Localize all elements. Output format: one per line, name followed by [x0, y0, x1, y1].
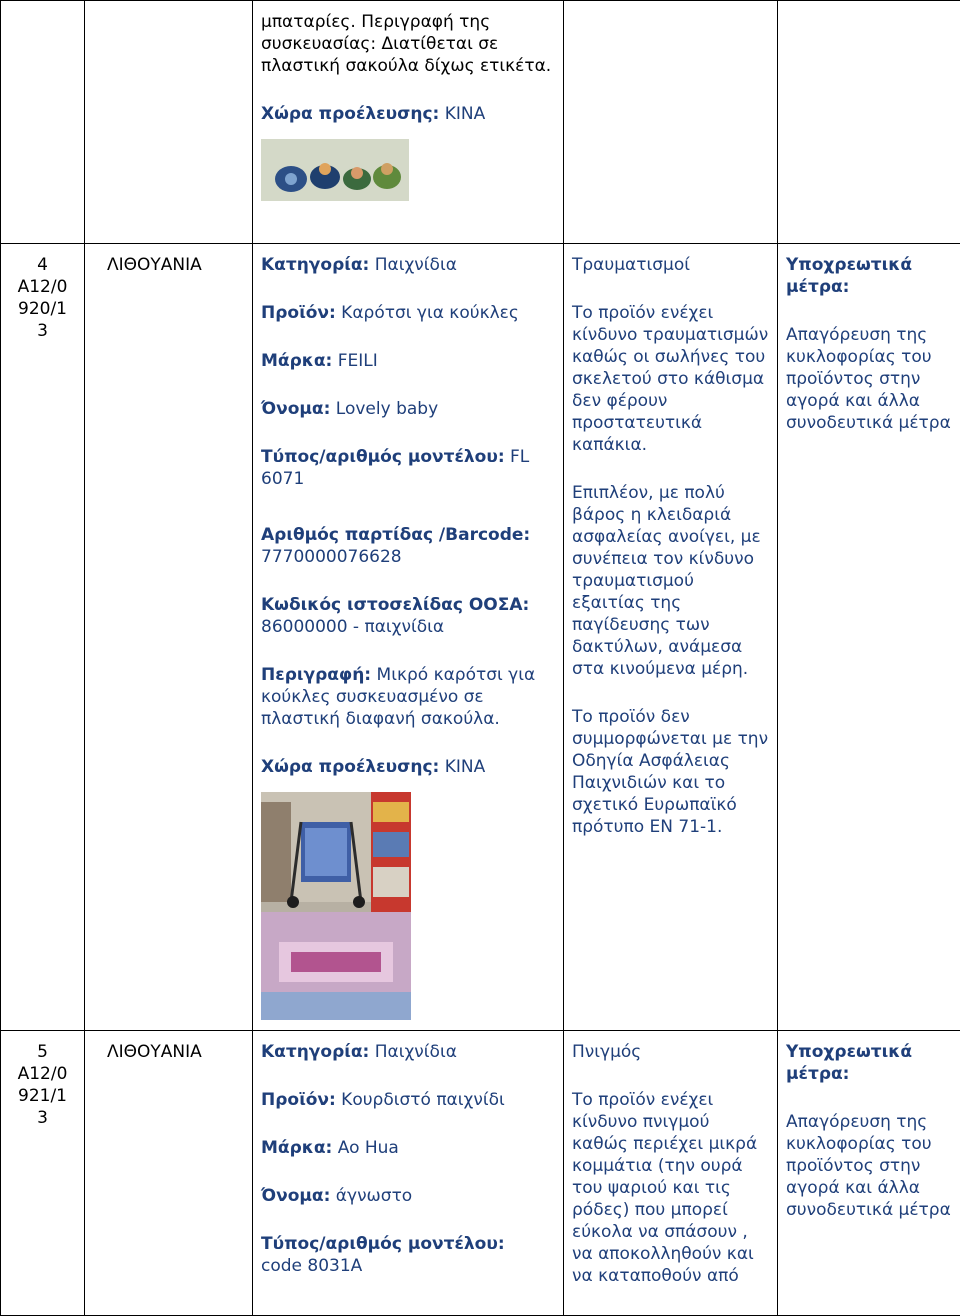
origin: Χώρα προέλευσης: ΚΙΝΑ: [261, 756, 555, 778]
brand: Μάρκα: Ao Hua: [261, 1137, 555, 1159]
ref-line-1: A12/0: [1, 276, 84, 298]
row-number: 5: [1, 1041, 84, 1063]
risk-description-3: Το προϊόν δεν συμμορφώνεται με την Οδηγία Ασφάλειας Παιχνιδιών και το σχετικό Ευρωπαϊκό πρότυπο EN 71-1.: [572, 706, 769, 838]
ref-line-1: A12/0: [1, 1063, 84, 1085]
risk-description-2: Επιπλέον, με πολύ βάρος η κλειδαριά ασφαλείας ανοίγει, με συνέπεια τον κίνδυνο τραυματισμού εξαιτίας της παγίδευσης των δακτύλων, ανάμεσα στα κινούμενα μέρη.: [572, 482, 769, 680]
brand: Μάρκα: FEILI: [261, 350, 555, 372]
country-cell: [85, 244, 253, 1031]
table-row-5: [1, 1031, 960, 1316]
measures-label: Υποχρεωτικά μέτρα:: [786, 1041, 952, 1085]
country: ΛΙΘΟΥΑΝΙΑ: [107, 1042, 202, 1062]
batch-barcode: Αριθμός παρτίδας /Barcode: 7770000076628: [261, 524, 555, 568]
measures-cell: [778, 1031, 960, 1316]
country: ΛΙΘΟΥΑΝΙΑ: [107, 255, 202, 275]
ref-line-2: 921/1: [1, 1085, 84, 1107]
row-number: 4: [1, 254, 84, 276]
oecd-code: Κωδικός ιστοσελίδας ΟΟΣΑ: 86000000 - παιχνίδια: [261, 594, 555, 638]
product-details-cell: [253, 1, 564, 244]
product: Προϊόν: Κουρδιστό παιχνίδι: [261, 1089, 555, 1111]
category: Κατηγορία: Παιχνίδια: [261, 1041, 555, 1063]
ref-line-2: 920/1: [1, 298, 84, 320]
category: Κατηγορία: Παιχνίδια: [261, 254, 555, 276]
name: Όνομα: άγνωστο: [261, 1185, 555, 1207]
risk-cell: [564, 1031, 778, 1316]
product-photo-pacifiers: [261, 139, 409, 201]
risk-cell: [564, 244, 778, 1031]
description-tail: μπαταρίες. Περιγραφή της συσκευασίας: Διατίθεται σε πλαστική σακούλα δίχως ετικέτα.: [261, 11, 555, 77]
stroller-image: [261, 792, 411, 1020]
row-number-cell: [1, 244, 85, 1031]
pacifiers-image: [261, 139, 409, 201]
measures-label: Υποχρεωτικά μέτρα:: [786, 254, 952, 298]
product-photo-stroller: [261, 792, 411, 1020]
product-details-cell: [253, 244, 564, 1031]
row-number-cell: [1, 1031, 85, 1316]
description: Περιγραφή: Μικρό καρότσι για κούκλες συσκευασμένο σε πλαστική διαφανή σακούλα.: [261, 664, 555, 730]
origin: Χώρα προέλευσης: ΚΙΝΑ: [261, 103, 555, 125]
product-details-cell: [253, 1031, 564, 1316]
product: Προϊόν: Καρότσι για κούκλες: [261, 302, 555, 324]
risk-type: Πνιγμός: [572, 1041, 769, 1063]
ref-line-3: 3: [1, 320, 84, 342]
measures-cell: [778, 244, 960, 1031]
risk-description-1: Το προϊόν ενέχει κίνδυνο πνιγμού καθώς περιέχει μικρά κομμάτια (την ουρά του ψαριού και τις ρόδες) που μπορεί εύκολα να σπάσουν , να αποκολληθούν και να καταποθούν από: [572, 1089, 769, 1287]
model: Τύπος/αριθμός μοντέλου: FL 6071: [261, 446, 555, 490]
risk-description-1: Το προϊόν ενέχει κίνδυνο τραυματισμών καθώς οι σωλήνες του σκελετού στο κάθισμα δεν φέρουν προστατευτικά καπάκια.: [572, 302, 769, 456]
name: Όνομα: Lovely baby: [261, 398, 555, 420]
ref-line-3: 3: [1, 1107, 84, 1129]
table-row-4: [1, 244, 960, 1031]
table-row-previous: [1, 1, 960, 244]
model: Τύπος/αριθμός μοντέλου: code 8031A: [261, 1233, 555, 1277]
measures-value: Απαγόρευση της κυκλοφορίας του προϊόντος στην αγορά και άλλα συνοδευτικά μέτρα: [786, 324, 952, 434]
country-cell: [85, 1031, 253, 1316]
risk-type: Τραυματισμοί: [572, 254, 769, 276]
measures-value: Απαγόρευση της κυκλοφορίας του προϊόντος στην αγορά και άλλα συνοδευτικά μέτρα: [786, 1111, 952, 1221]
